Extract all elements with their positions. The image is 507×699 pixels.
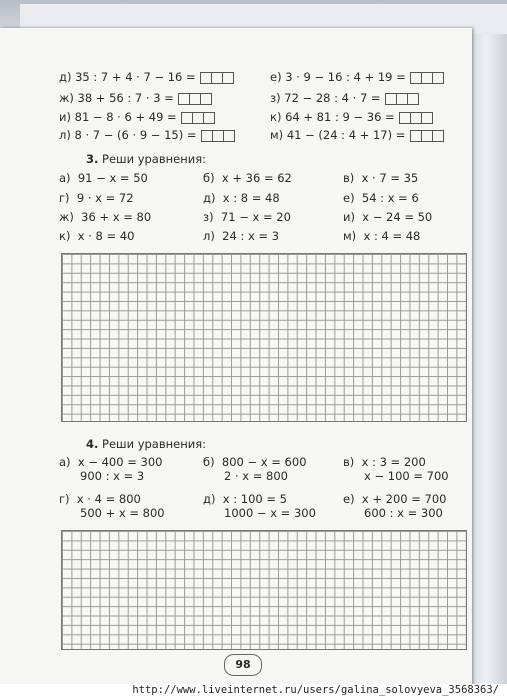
exercise-e: е) 3 · 9 − 16 : 4 + 19 =: [270, 70, 443, 85]
answer-boxes[interactable]: [178, 92, 211, 106]
equation: г) 9 · x = 72: [59, 191, 134, 205]
equation: в) x · 7 = 35: [343, 171, 419, 185]
equation-pair: д) x : 100 = 5 1000 − x = 300: [203, 492, 316, 520]
answer-boxes[interactable]: [385, 92, 418, 106]
equation-pair: а) x − 400 = 300 900 : x = 3: [59, 455, 163, 483]
exercise-i: и) 81 − 8 · 6 + 49 =: [59, 110, 214, 125]
equation: а) 91 − x = 50: [59, 171, 148, 185]
equation-pair: в) x : 3 = 200 x − 100 = 700: [343, 455, 449, 483]
answer-boxes[interactable]: [200, 71, 233, 85]
equation-pair: б) 800 − x = 600 2 · x = 800: [203, 455, 307, 483]
equation: з) 71 − x = 20: [203, 210, 291, 224]
equation: е) 54 : x = 6: [343, 191, 419, 205]
watermark-url: http://www.liveinternet.ru/users/galina_solovyeva_3568363/: [132, 684, 499, 696]
task-4-title: 4. Реши уравнения:: [86, 437, 207, 451]
exercise-l: л) 8 · 7 − (6 · 9 − 15) =: [59, 128, 234, 143]
answer-boxes[interactable]: [410, 129, 443, 143]
equation: и) x − 24 = 50: [343, 210, 433, 224]
answer-boxes[interactable]: [201, 129, 234, 143]
equation-pair: е) x + 200 = 700 600 : x = 300: [343, 492, 447, 520]
equation: ж) 36 + x = 80: [59, 210, 152, 224]
book-edge: [472, 34, 507, 688]
task-3-title: 3. Реши уравнения:: [86, 152, 207, 166]
page-number: 98: [224, 654, 262, 676]
equation-pair: г) x · 4 = 800 500 + x = 800: [59, 492, 165, 520]
equation: б) x + 36 = 62: [203, 171, 292, 185]
exercise-z: з) 72 − 28 : 4 · 7 =: [270, 91, 418, 106]
grid-workspace-1[interactable]: [61, 253, 467, 422]
exercise-d: д) 35 : 7 + 4 · 7 − 16 =: [59, 70, 233, 85]
equation: л) 24 : x = 3: [203, 229, 280, 243]
exercise-m: м) 41 − (24 : 4 + 17) =: [270, 128, 443, 143]
equation: к) x · 8 = 40: [59, 229, 135, 243]
grid-workspace-2[interactable]: [61, 530, 467, 650]
answer-boxes[interactable]: [410, 71, 443, 85]
equation: м) x : 4 = 48: [343, 229, 421, 243]
exercise-k: к) 64 + 81 : 9 − 36 =: [270, 110, 432, 125]
answer-boxes[interactable]: [181, 111, 214, 125]
exercise-zh: ж) 38 + 56 : 7 · 3 =: [59, 91, 211, 106]
answer-boxes[interactable]: [399, 111, 432, 125]
equation: д) x : 8 = 48: [203, 191, 280, 205]
